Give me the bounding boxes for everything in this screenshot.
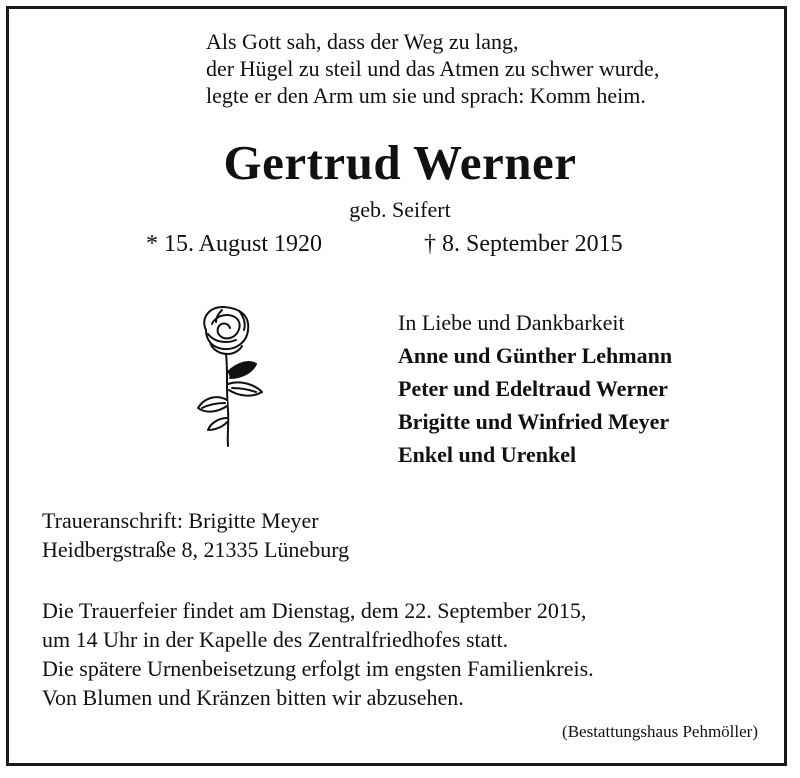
address-line: Traueranschrift: Brigitte Meyer xyxy=(42,508,319,533)
mourner-name: Enkel und Urenkel xyxy=(398,442,577,467)
mourning-address xyxy=(42,506,349,564)
mourners xyxy=(398,306,672,471)
rose-icon xyxy=(192,300,272,450)
service-line: um 14 Uhr in der Kapelle des Zentralfriedhofes statt. xyxy=(42,627,509,652)
mourner-name: Anne und Günther Lehmann xyxy=(398,343,673,368)
death-date: † 8. September 2015 xyxy=(424,231,623,257)
mourner-name: Brigitte und Winfried Meyer xyxy=(398,409,670,434)
service-line: Die Trauerfeier findet am Dienstag, dem 22. September 2015, xyxy=(42,598,587,623)
address-line: Heidbergstraße 8, 21335 Lüneburg xyxy=(42,537,350,562)
poem-line: legte er den Arm um sie und sprach: Komm heim. xyxy=(206,83,646,108)
deceased-name: Gertrud Werner xyxy=(223,135,577,190)
service-line: Von Blumen und Kränzen bitten wir abzusehen. xyxy=(42,685,464,710)
service-line: Die spätere Urnenbeisetzung erfolgt im engsten Familienkreis. xyxy=(42,656,594,681)
birth-date: * 15. August 1920 xyxy=(146,231,323,257)
birth-name: geb. Seifert xyxy=(349,197,451,222)
mourner-name: Peter und Edeltraud Werner xyxy=(398,376,668,401)
poem-line: Als Gott sah, dass der Weg zu lang, xyxy=(206,29,519,54)
poem xyxy=(206,28,659,109)
service-details xyxy=(42,596,594,712)
mourners-intro: In Liebe und Dankbarkeit xyxy=(398,310,625,335)
funeral-home: (Bestattungshaus Pehmöller) xyxy=(562,722,758,741)
poem-line: der Hügel zu steil und das Atmen zu schwer wurde, xyxy=(206,56,660,81)
